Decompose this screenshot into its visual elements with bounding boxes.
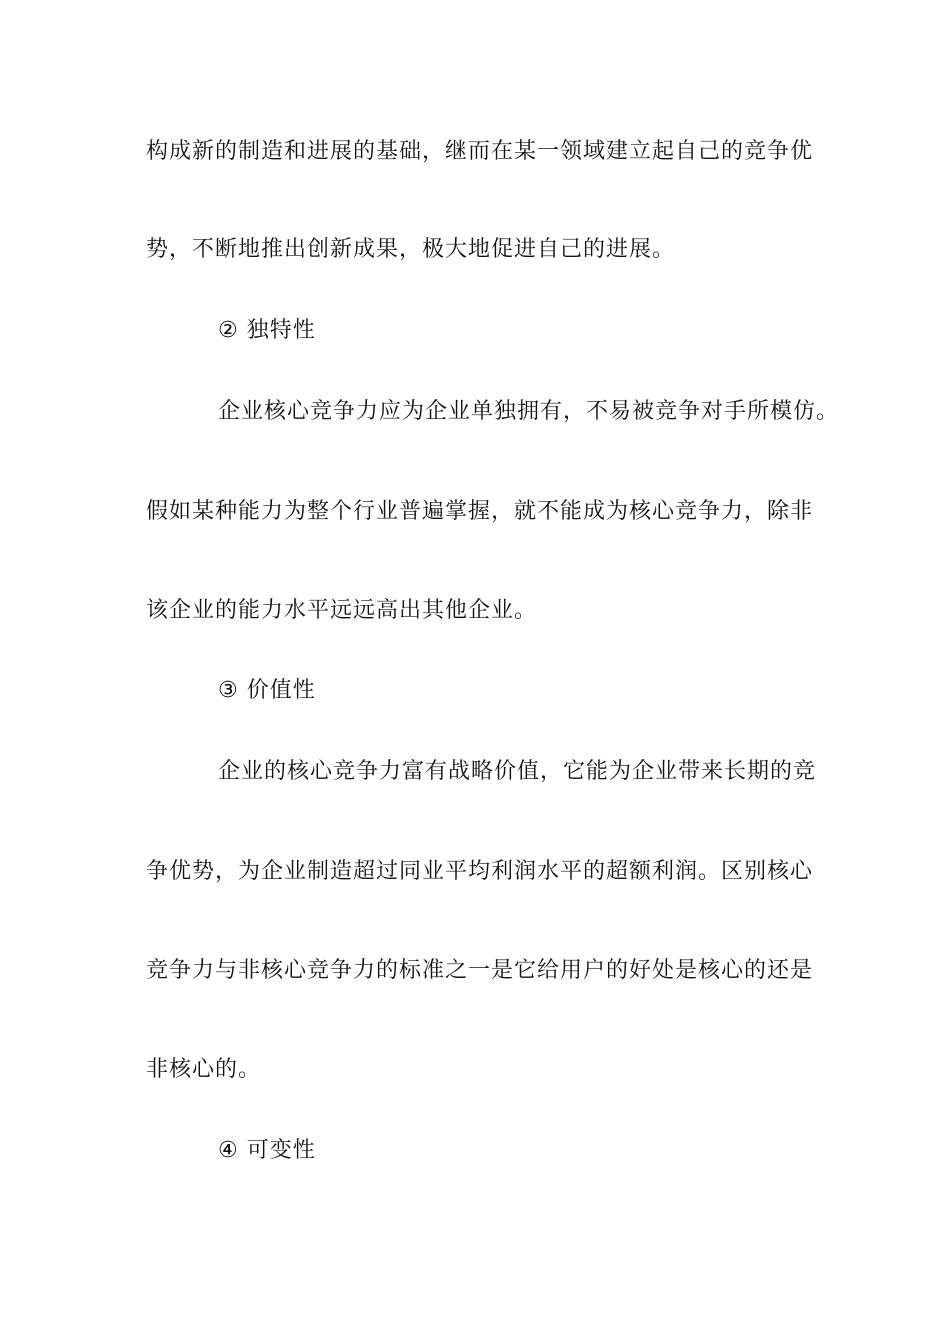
paragraph-line: 假如某种能力为整个行业普遍掌握，就不能成为核心竞争力，除非 xyxy=(146,499,814,524)
paragraph-line: 非核心的。 xyxy=(146,1057,262,1082)
section-heading-uniqueness: ② 独特性 xyxy=(218,318,316,343)
paragraph-line: 争优势，为企业制造超过同业平均利润水平的超额利润。区别核心 xyxy=(146,859,814,884)
paragraph-line: 该企业的能力水平远远高出其他企业。 xyxy=(146,598,538,623)
paragraph-line: 势，不断地推出创新成果，极大地促进自己的进展。 xyxy=(146,237,676,262)
section-heading-value: ③ 价值性 xyxy=(218,678,316,703)
paragraph-line: 企业核心竞争力应为企业单独拥有，不易被竞争对手所模仿。 xyxy=(218,399,840,424)
paragraph-line: 竞争力与非核心竞争力的标准之一是它给用户的好处是核心的还是 xyxy=(146,958,814,983)
paragraph-line: 构成新的制造和进展的基础，继而在某一领域建立起自己的竞争优 xyxy=(146,139,814,164)
paragraph-line: 企业的核心竞争力富有战略价值，它能为企业带来长期的竞 xyxy=(218,759,817,784)
section-heading-variability: ④ 可变性 xyxy=(218,1138,316,1163)
